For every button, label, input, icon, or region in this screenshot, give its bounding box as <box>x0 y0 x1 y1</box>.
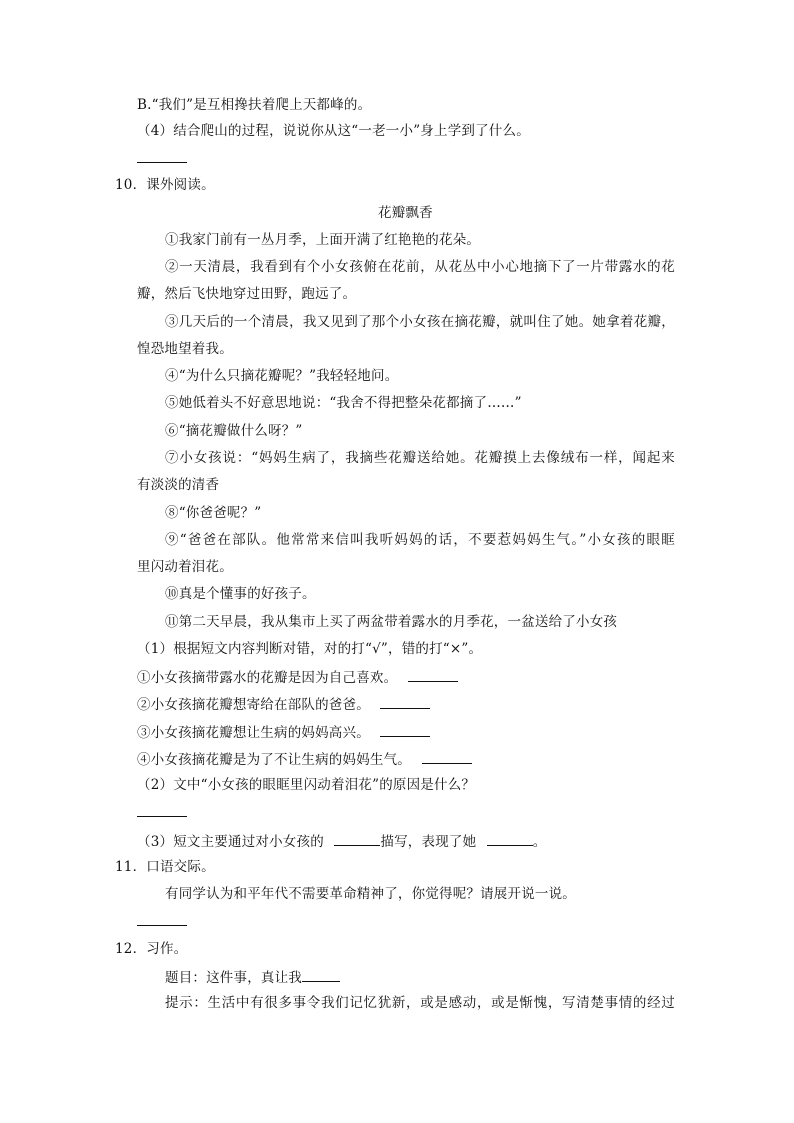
sub3-blank-1[interactable] <box>334 831 380 846</box>
sub3-text-b: 描写，表现了她 <box>380 834 477 850</box>
passage-para-1: ①我家门前有一丛月季，上面开满了红艳艳的花朵。 <box>165 232 481 248</box>
passage-para-6: ⑥“摘花瓣做什么呀？” <box>165 423 303 439</box>
judgment-item-1 <box>137 667 458 687</box>
judgment-text: ②小女孩摘花瓣想寄给在部队的爸爸。 <box>137 697 370 713</box>
sub3-text-c: 。 <box>532 834 547 850</box>
judgment-blank-2[interactable] <box>380 694 430 709</box>
passage-para-8: ⑧“你爸爸呢？” <box>165 505 262 521</box>
sub3-blank-2[interactable] <box>487 831 533 846</box>
q12-topic <box>165 967 340 987</box>
topic-text: 题目：这件事，真让我 <box>165 970 302 986</box>
q10-sub2-answer-blank[interactable] <box>137 816 187 817</box>
q9-sub4: （4）结合爬山的过程，说说你从这“一老一小”身上学到了什么。 <box>137 123 530 139</box>
judgment-blank-1[interactable] <box>408 667 458 682</box>
passage-para-3a: ③几天后的一个清晨，我又见到了那个小女孩在摘花瓣，就叫住了她。她拿着花瓣， <box>165 314 675 330</box>
q9-answer-blank[interactable] <box>137 162 187 163</box>
passage-para-2b: 瓣，然后飞快地穿过田野，跑远了。 <box>137 286 357 302</box>
judgment-text: ①小女孩摘带露水的花瓣是因为自己喜欢。 <box>137 670 398 686</box>
passage-para-11: ⑪第二天早晨，我从集市上买了两盆带着露水的月季花，一盆送给了小女孩 <box>165 614 618 630</box>
passage-para-9b: 里闪动着泪花。 <box>137 559 233 575</box>
q12-hint: 提示：生活中有很多事令我们记忆犹新，或是感动，或是惭愧，写清楚事情的经过 <box>165 995 675 1011</box>
passage-para-7b: 有淡淡的清香 <box>137 477 220 493</box>
sub3-text-a: （3）短文主要通过对小女孩的 <box>137 834 324 850</box>
passage-para-9a: ⑨“爸爸在部队。他常常来信叫我听妈妈的话，不要惹妈妈生气。”小女孩的眼眶 <box>165 532 675 548</box>
passage-para-10: ⑩真是个懂事的好孩子。 <box>165 586 316 602</box>
passage-para-5: ⑤她低着头不好意思地说：“我舍不得把整朵花都摘了……” <box>165 395 522 411</box>
q10-sub3 <box>137 831 547 851</box>
passage-para-3b: 惶恐地望着我。 <box>137 341 233 357</box>
q9-option-b: B.“我们”是互相搀扶着爬上天都峰的。 <box>137 97 372 113</box>
q10-heading: 10．课外阅读。 <box>115 177 215 193</box>
q12-heading: 12．习作。 <box>115 941 188 957</box>
passage-para-2a: ②一天清晨，我看到有个小女孩俯在花前，从花丛中小心地摘下了一片带露水的花 <box>165 259 675 275</box>
judgment-item-3 <box>137 722 430 742</box>
passage-para-4: ④“为什么只摘花瓣呢？”我轻轻地问。 <box>165 368 399 384</box>
judgment-blank-4[interactable] <box>422 749 472 764</box>
q11-heading: 11．口语交际。 <box>115 859 215 875</box>
judgment-text: ④小女孩摘花瓣是为了不让生病的妈妈生气。 <box>137 752 411 768</box>
passage-para-7a: ⑦小女孩说：“妈妈生病了，我摘些花瓣送给她。花瓣摸上去像绒布一样，闻起来 <box>165 450 675 466</box>
judgment-item-4 <box>137 749 472 769</box>
q11-answer-blank[interactable] <box>137 925 187 926</box>
passage-title: 花瓣飘香 <box>378 205 433 221</box>
topic-blank[interactable] <box>302 967 340 982</box>
judgment-item-2 <box>137 694 430 714</box>
q10-sub1: （1）根据短文内容判断对错，对的打“√”，错的打“×”。 <box>137 641 483 657</box>
judgment-blank-3[interactable] <box>380 722 430 737</box>
q10-sub2: （2）文中“小女孩的眼眶里闪动着泪花”的原因是什么？ <box>137 777 476 793</box>
judgment-text: ③小女孩摘花瓣想让生病的妈妈高兴。 <box>137 725 370 741</box>
q11-text: 有同学认为和平年代不需要革命精神了，你觉得呢？请展开说一说。 <box>165 886 576 902</box>
